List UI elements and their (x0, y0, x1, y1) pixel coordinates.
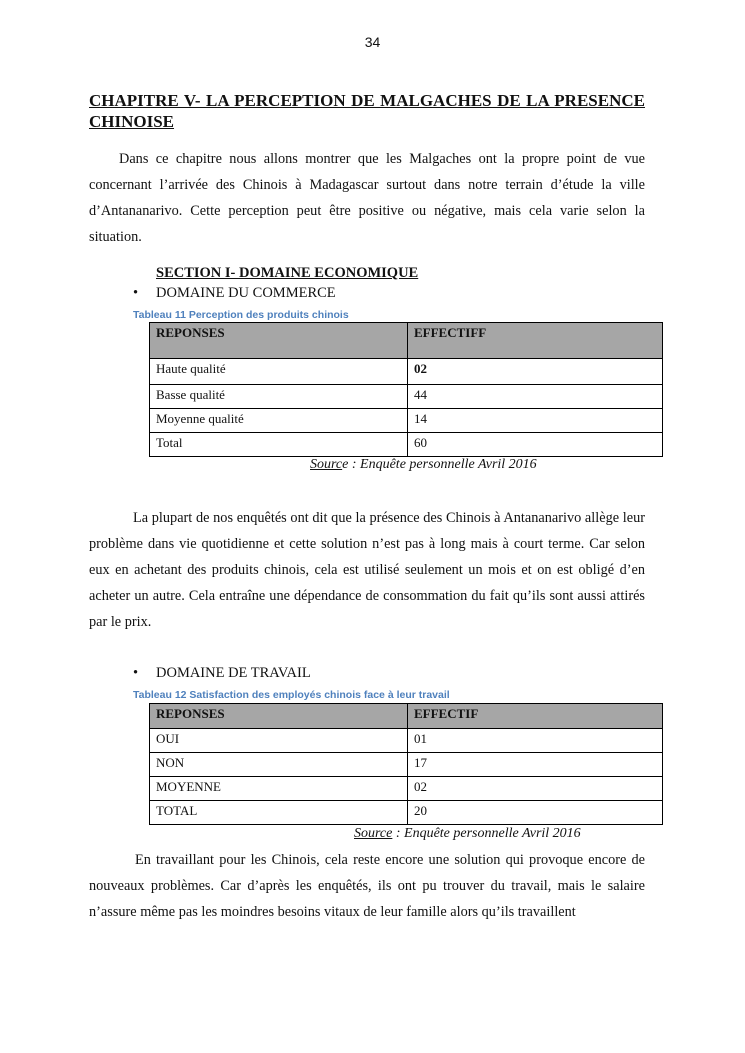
table-row (150, 409, 663, 433)
table-cell: Total (150, 433, 408, 457)
chapter-title: CHAPITRE V- LA PERCEPTION DE MALGACHES DE LA PRESENCE CHINOISE (89, 91, 645, 131)
table-row (150, 359, 663, 385)
bullet-item-commerce (133, 285, 336, 302)
table-cell: TOTAL (150, 801, 408, 825)
intro-paragraph: Dans ce chapitre nous allons montrer que les Malgaches ont la propre point de vue concernant l’arrivée des Chinois à Madagascar surtout dans notre terrain d’étude la ville d’Antananarivo. Cette perception peut être positive ou négative, mais cela varie selon la situation. (89, 151, 645, 245)
page-number: 34 (364, 34, 381, 50)
table-header-cell: EFFECTIF (408, 704, 663, 729)
table-12 (149, 703, 663, 825)
source-text: : Enquête personnelle Avril 2016 (392, 826, 581, 841)
table-cell: 01 (408, 729, 663, 753)
table12-caption: Tableau 12 Satisfaction des employés chinois face à leur travail (133, 689, 450, 701)
table-cell: MOYENNE (150, 777, 408, 801)
table-header-row (150, 323, 663, 359)
source-label: Sourc (310, 457, 343, 472)
section-heading: SECTION I- DOMAINE ECONOMIQUE (156, 265, 419, 281)
table-cell: 02 (408, 777, 663, 801)
table-header-cell: EFFECTIFF (408, 323, 663, 359)
table-cell: 02 (408, 359, 663, 385)
table-cell: Haute qualité (150, 359, 408, 385)
bullet-label: DOMAINE DE TRAVAIL (156, 665, 311, 681)
table-header-cell: REPONSES (150, 704, 408, 729)
table-cell: OUI (150, 729, 408, 753)
table-cell: 44 (408, 385, 663, 409)
table-cell: 60 (408, 433, 663, 457)
paragraph-2: La plupart de nos enquêtés ont dit que la présence des Chinois à Antananarivo allège leur problème dans vie quotidienne et cette solution n’est pas à long mais à court terme. Car selon eux en achetant des produits chinois, cela est utilisé seulement un mois et on est obligé d’en acheter un autre. Cela entraîne une dépendance de consommation du fait qu’ils sont aussi attirés par le prix. (89, 510, 645, 630)
table-row (150, 433, 663, 457)
table-header-row (150, 704, 663, 729)
table-row (150, 777, 663, 801)
bullet-icon: • (133, 285, 139, 301)
table-cell: Basse qualité (150, 385, 408, 409)
bullet-icon: • (133, 665, 139, 681)
table-row (150, 801, 663, 825)
table-cell: 17 (408, 753, 663, 777)
table11-caption: Tableau 11 Perception des produits chinois (133, 309, 349, 321)
table-cell: 20 (408, 801, 663, 825)
paragraph-3: En travaillant pour les Chinois, cela reste encore une solution qui provoque encore de nouveaux problèmes. Car d’après les enquêtés, ils ont pu trouver du travail, mais le salaire n’assure même pas les moindres besoins vitaux de leur famille alors qu’ils travaillent (89, 852, 645, 920)
table-header-cell: REPONSES (150, 323, 408, 359)
table12-source (354, 826, 581, 842)
source-text: e : Enquête personnelle Avril 2016 (342, 457, 537, 472)
table-row (150, 385, 663, 409)
table-cell: 14 (408, 409, 663, 433)
source-label: Source (354, 826, 393, 841)
table-row (150, 753, 663, 777)
table-cell: Moyenne qualité (150, 409, 408, 433)
table11-source (310, 457, 537, 473)
table-row (150, 729, 663, 753)
bullet-label: DOMAINE DU COMMERCE (156, 285, 336, 301)
bullet-item-travail (133, 665, 311, 682)
table-cell: NON (150, 753, 408, 777)
table-11 (149, 322, 663, 457)
